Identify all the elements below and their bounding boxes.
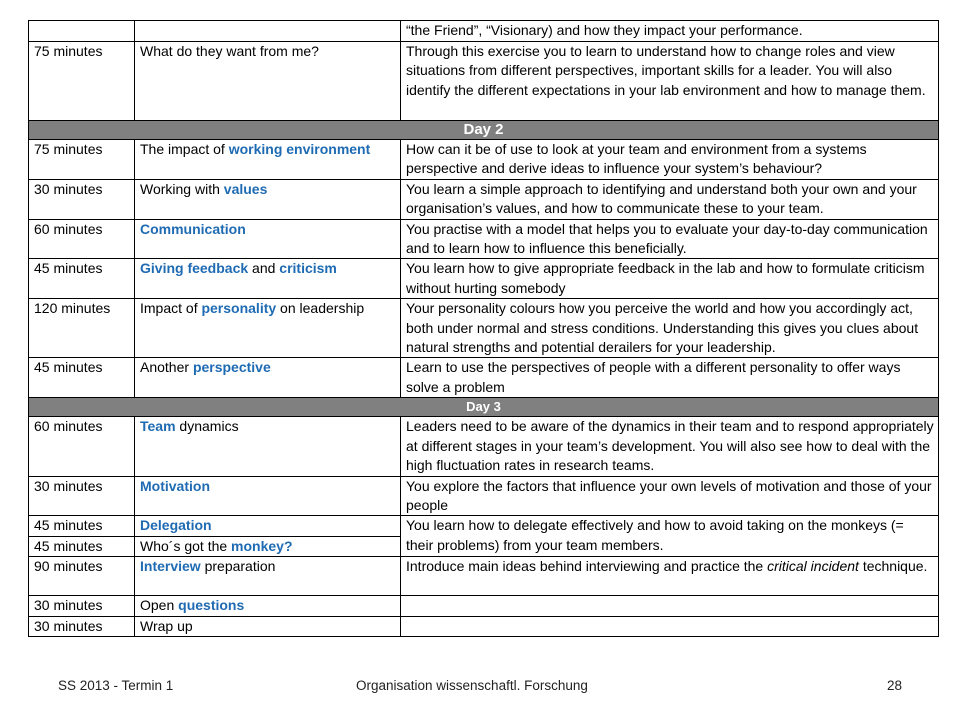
topic-cell: [135, 21, 401, 42]
topic-text: Another: [140, 359, 193, 376]
topic-text: Wrap up: [140, 617, 193, 634]
description-cell: Your personality colours how you perceive the world and how you accordingly act, both under normal and stress conditions. Understanding this gives you clues about natural strengths and potential derailers for your leadership.: [401, 299, 939, 358]
table-row: [29, 219, 939, 259]
topic-text: on leadership: [276, 300, 365, 317]
description-cell: “the Friend”, “Visionary) and how they impact your performance.: [401, 21, 939, 42]
duration-cell: 90 minutes: [29, 557, 135, 596]
table-row: [29, 596, 939, 616]
topic-text: Who´s got the: [140, 537, 232, 554]
topic-keyword: Giving feedback: [140, 260, 249, 277]
topic-text: Working with: [140, 180, 224, 197]
topic-cell: [135, 516, 401, 536]
topic-keyword: Delegation: [140, 517, 212, 534]
topic-cell: [135, 557, 401, 596]
description-emphasis: critical incident: [767, 558, 859, 575]
duration-cell: 60 minutes: [29, 219, 135, 259]
topic-text: dynamics: [175, 418, 239, 435]
topic-cell: [135, 536, 401, 556]
topic-keyword: monkey?: [231, 537, 293, 554]
description-cell: Through this exercise you to learn to understand how to change roles and view situations from different perspectives, important skills for a leader. You will also identify the different expectations in your lab environment and how to manage them.: [401, 42, 939, 121]
table-row: [29, 299, 939, 358]
description-cell: You explore the factors that influence your own levels of motivation and those of your people: [401, 476, 939, 516]
duration-cell: 45 minutes: [29, 516, 135, 536]
description-text: Introduce main ideas behind interviewing and practice the: [406, 558, 768, 575]
table-row: [29, 616, 939, 636]
table-row: [29, 42, 939, 121]
duration-cell: 75 minutes: [29, 140, 135, 180]
description-cell: [401, 616, 939, 636]
topic-text: preparation: [200, 558, 276, 575]
duration-cell: [29, 21, 135, 42]
topic-cell: [135, 596, 401, 616]
table-row: [29, 358, 939, 398]
topic-cell: [135, 299, 401, 358]
topic-keyword: Motivation: [140, 477, 210, 494]
table-row: [29, 557, 939, 596]
topic-cell: [135, 358, 401, 398]
topic-keyword: working environment: [228, 141, 371, 157]
table-row: [29, 259, 939, 299]
table-row: [29, 476, 939, 516]
footer-title: Organisation wissenschaftl. Forschung: [356, 678, 588, 693]
description-text: technique.: [858, 558, 928, 575]
topic-keyword: criticism: [279, 260, 337, 277]
topic-keyword: values: [223, 180, 268, 197]
day-header: [29, 398, 939, 417]
description-cell: You learn how to give appropriate feedback in the lab and how to formulate criticism without hurting somebody: [401, 259, 939, 299]
topic-cell: [135, 616, 401, 636]
topic-cell: [135, 219, 401, 259]
duration-cell: 45 minutes: [29, 536, 135, 556]
schedule-table: [28, 20, 939, 637]
topic-keyword: personality: [201, 300, 277, 317]
topic-keyword: Communication: [140, 220, 246, 237]
day-label: Day 2: [29, 121, 939, 140]
duration-cell: 120 minutes: [29, 299, 135, 358]
duration-cell: 30 minutes: [29, 476, 135, 516]
duration-cell: 45 minutes: [29, 259, 135, 299]
topic-keyword: Interview: [140, 558, 201, 575]
duration-cell: 30 minutes: [29, 596, 135, 616]
description-cell: Learn to use the perspectives of people with a different personality to offer ways solve a problem: [401, 358, 939, 398]
table-row: [29, 179, 939, 219]
table-row: [29, 21, 939, 42]
topic-text: and: [248, 260, 280, 277]
table-row: [29, 516, 939, 536]
topic-text: The impact of: [140, 141, 229, 157]
duration-cell: 30 minutes: [29, 179, 135, 219]
duration-cell: 60 minutes: [29, 417, 135, 476]
duration-cell: 30 minutes: [29, 616, 135, 636]
topic-keyword: perspective: [192, 359, 271, 376]
duration-cell: 75 minutes: [29, 42, 135, 121]
day-label: Day 3: [29, 398, 939, 417]
topic-cell: [135, 179, 401, 219]
page-number: 28: [887, 678, 903, 693]
topic-text: Impact of: [140, 300, 202, 317]
day-header: [29, 121, 939, 140]
topic-keyword: questions: [178, 597, 245, 614]
topic-keyword: Team: [140, 418, 176, 435]
description-cell: You practise with a model that helps you to evaluate your day-to-day communication and to learn how to influence this beneficially.: [401, 219, 939, 259]
topic-cell: [135, 259, 401, 299]
topic-cell: [135, 417, 401, 476]
description-cell: [401, 557, 939, 596]
description-cell: How can it be of use to look at your team and environment from a systems perspective and derive ideas to influence your system’s behaviour?: [401, 140, 939, 180]
topic-cell: [135, 476, 401, 516]
description-cell: [401, 596, 939, 616]
table-row: [29, 417, 939, 476]
topic-cell: [135, 140, 401, 180]
topic-text: Open: [140, 597, 179, 614]
topic-cell: What do they want from me?: [135, 42, 401, 121]
description-cell: You learn how to delegate effectively and how to avoid taking on the monkeys (= their problems) from your team members.: [401, 516, 939, 557]
description-cell: You learn a simple approach to identifying and understand both your own and your organisation’s values, and how to communicate these to your team.: [401, 179, 939, 219]
footer-course: SS 2013 - Termin 1: [58, 678, 174, 693]
table-row: [29, 140, 939, 180]
duration-cell: 45 minutes: [29, 358, 135, 398]
description-cell: Leaders need to be aware of the dynamics in their team and to respond appropriately at different stages in your team’s development. You will also see how to deal with the high fluctuation rates in research teams.: [401, 417, 939, 476]
